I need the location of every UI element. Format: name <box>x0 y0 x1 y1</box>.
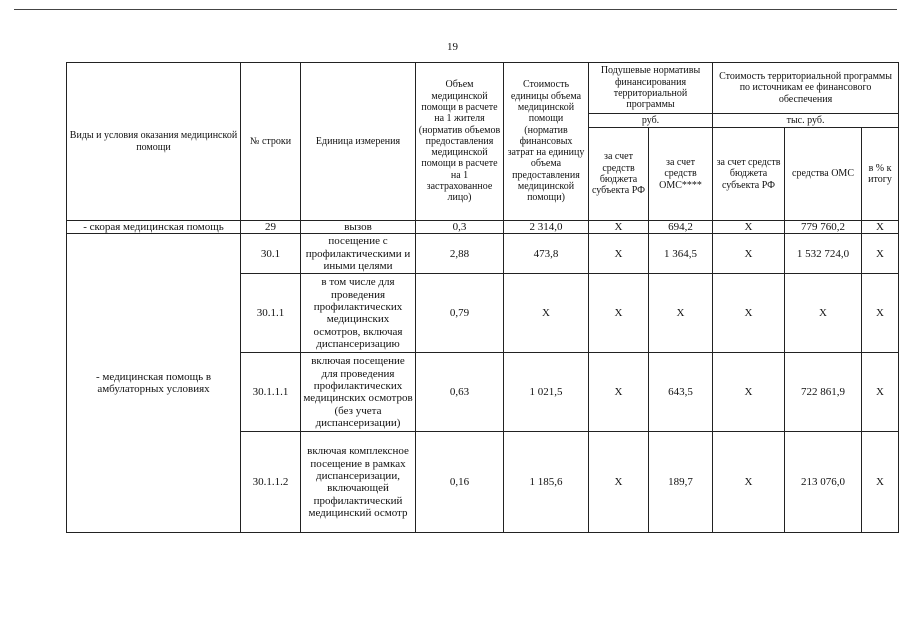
financing-table <box>66 62 899 533</box>
header-kind: Виды и условия оказания медицинской помощи <box>67 63 241 221</box>
cell-pc-oms: 694,2 <box>649 221 713 234</box>
cell-unit: посещение с профилактическими и иными целями <box>301 234 416 274</box>
cell-pc-oms: 1 364,5 <box>649 234 713 274</box>
cell-row-no: 30.1 <box>241 234 301 274</box>
cell-row-no: 30.1.1.2 <box>241 432 301 533</box>
cell-t-budget: X <box>713 274 785 353</box>
cell-pc-budget: X <box>589 234 649 274</box>
header-unit: Единица измерения <box>301 63 416 221</box>
cell-volume: 0,79 <box>416 274 504 353</box>
cell-unit: вызов <box>301 221 416 234</box>
cell-kind: - медицинская помощь в амбулаторных условиях <box>67 234 241 533</box>
header-terr-oms: средства ОМС <box>785 128 862 221</box>
cell-cost: 2 314,0 <box>504 221 589 234</box>
cell-pc-oms: 643,5 <box>649 353 713 432</box>
cell-t-budget: X <box>713 234 785 274</box>
cell-t-oms: 1 532 724,0 <box>785 234 862 274</box>
header-cost-unit: Стоимость единицы объема медицинской помощи (норматив финансовых затрат на единицу объема предоставления медицинской помощи) <box>504 63 589 221</box>
cell-pc-oms: 189,7 <box>649 432 713 533</box>
header-per-capita: Подушевые нормативы финансирования территориальной программы <box>589 63 713 114</box>
header-territorial-unit: тыс. руб. <box>713 114 899 128</box>
cell-pc-oms: X <box>649 274 713 353</box>
cell-row-no: 30.1.1 <box>241 274 301 353</box>
cell-pc-budget: X <box>589 274 649 353</box>
cell-cost: X <box>504 274 589 353</box>
header-per-capita-budget: за счет средств бюджета субъекта РФ <box>589 128 649 221</box>
cell-pc-budget: X <box>589 432 649 533</box>
header-row-1 <box>67 63 899 114</box>
page-number: 19 <box>447 41 458 53</box>
cell-unit: включая комплексное посещение в рамках диспансеризации, включающей профилактический медицинский осмотр <box>301 432 416 533</box>
header-terr-percent: в % к итогу <box>862 128 899 221</box>
cell-pc-budget: X <box>589 353 649 432</box>
cell-t-oms: 779 760,2 <box>785 221 862 234</box>
cell-t-oms: X <box>785 274 862 353</box>
cell-t-budget: X <box>713 221 785 234</box>
header-row-no: № строки <box>241 63 301 221</box>
cell-cost: 1 021,5 <box>504 353 589 432</box>
cell-kind: - скорая медицинская помощь <box>67 221 241 234</box>
table-row <box>67 221 899 234</box>
cell-t-oms: 213 076,0 <box>785 432 862 533</box>
cell-volume: 0,16 <box>416 432 504 533</box>
table-row <box>67 234 899 274</box>
header-per-capita-oms: за счет средств ОМС**** <box>649 128 713 221</box>
cell-row-no: 29 <box>241 221 301 234</box>
cell-volume: 2,88 <box>416 234 504 274</box>
header-territorial: Стоимость территориальной программы по источникам ее финансового обеспечения <box>713 63 899 114</box>
cell-t-budget: X <box>713 432 785 533</box>
cell-t-budget: X <box>713 353 785 432</box>
cell-t-pct: X <box>862 432 899 533</box>
cell-volume: 0,63 <box>416 353 504 432</box>
cell-pc-budget: X <box>589 221 649 234</box>
cell-unit: в том числе для проведения профилактических медицинских осмотров, включая диспансеризацию <box>301 274 416 353</box>
cell-row-no: 30.1.1.1 <box>241 353 301 432</box>
header-terr-budget: за счет средств бюджета субъекта РФ <box>713 128 785 221</box>
cell-t-pct: X <box>862 353 899 432</box>
cell-unit: включая посещение для проведения профилактических медицинских осмотров (без учета диспансеризации) <box>301 353 416 432</box>
header-per-capita-unit: руб. <box>589 114 713 128</box>
cell-t-pct: X <box>862 274 899 353</box>
cell-t-pct: X <box>862 221 899 234</box>
cell-cost: 473,8 <box>504 234 589 274</box>
header-volume: Объем медицинской помощи в расчете на 1 жителя (норматив объемов предоставления медицинской помощи в расчете на 1 застрахованное лицо) <box>416 63 504 221</box>
cell-volume: 0,3 <box>416 221 504 234</box>
cell-cost: 1 185,6 <box>504 432 589 533</box>
cell-t-pct: X <box>862 234 899 274</box>
top-rule <box>14 9 897 10</box>
cell-t-oms: 722 861,9 <box>785 353 862 432</box>
